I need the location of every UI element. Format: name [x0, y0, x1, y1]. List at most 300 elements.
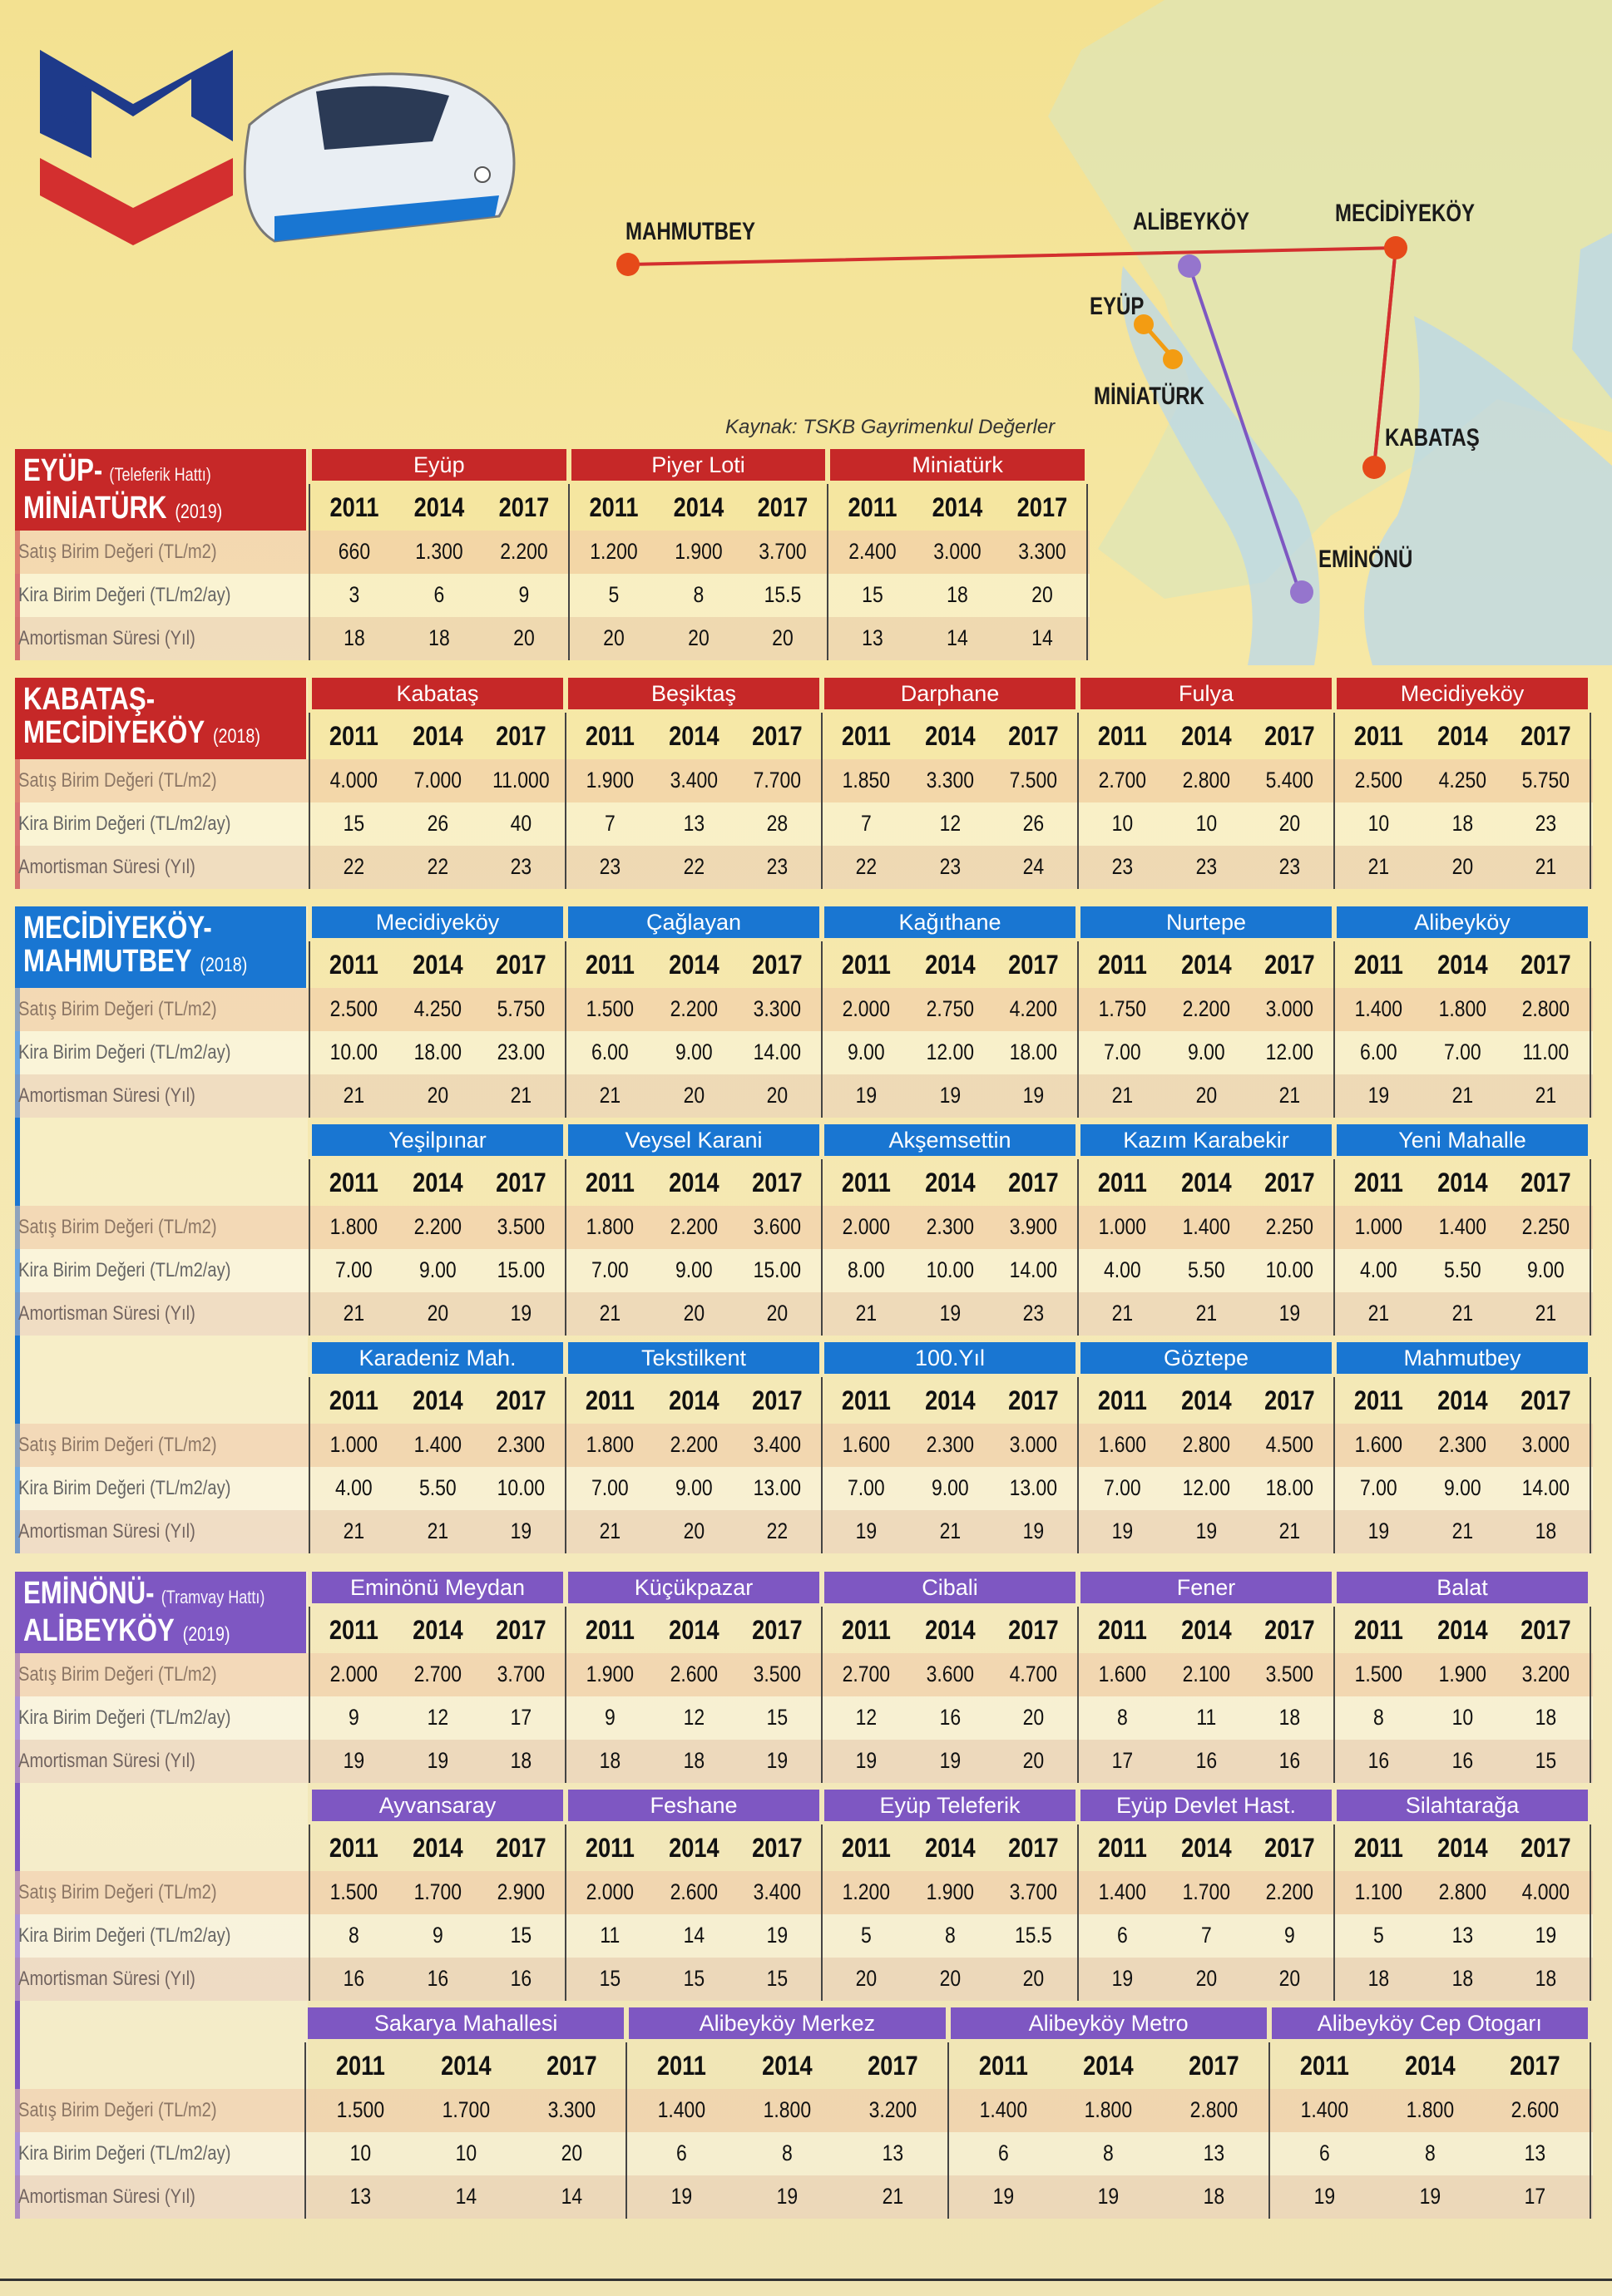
value-cell: 1.900: [926, 1879, 974, 1904]
value-cell: 7.700: [753, 768, 802, 792]
value-row-satis: [824, 1662, 1075, 1687]
value-cell: 12: [855, 1705, 878, 1730]
value-cell: 18: [428, 625, 450, 650]
value-row-amortisman: [824, 1301, 1075, 1326]
value-cell: 3.400: [753, 1879, 802, 1904]
value-cell: 16: [427, 1966, 448, 1991]
section-name-2: MECİDİYEKÖY: [23, 715, 205, 750]
value-cell: 12: [683, 1705, 705, 1730]
block-separator: [309, 713, 310, 889]
row-label-kira: Kira Birim Değeri (TL/m2/ay): [18, 2142, 231, 2165]
district-name: Mecidiyeköy: [1337, 678, 1588, 709]
value-cell: 22: [683, 854, 705, 879]
district-name: Fener: [1080, 1572, 1332, 1603]
year-header: 2017: [546, 2051, 597, 2081]
value-cell: 10: [1195, 811, 1217, 836]
value-cell: 1.800: [763, 2097, 812, 2122]
value-cell: 21: [599, 1301, 621, 1326]
value-cell: 19: [939, 1748, 961, 1773]
block-separator: [309, 1377, 310, 1553]
value-cell: 19: [1111, 1518, 1134, 1543]
value-cell: 21: [343, 1301, 365, 1326]
value-cell: 20: [939, 1966, 961, 1991]
source-note: Kaynak: TSKB Gayrimenkul Değerler: [725, 416, 1056, 438]
value-cell: 15.5: [764, 582, 802, 607]
row-label-amortisman: Amortisman Süresi (Yıl): [18, 1968, 195, 1990]
value-row-kira: [1080, 1257, 1332, 1283]
value-cell: 2.250: [1521, 1214, 1570, 1239]
value-row-kira: [568, 811, 819, 837]
value-cell: 7.500: [1009, 768, 1058, 792]
value-row-amortisman: [824, 1083, 1075, 1108]
value-cell: 21: [1535, 854, 1557, 879]
value-row-amortisman: [312, 1748, 563, 1774]
year-row: [568, 950, 819, 980]
year-header: 2011: [329, 1615, 378, 1645]
value-row-kira: [1272, 2140, 1588, 2166]
year-header: 2017: [1008, 721, 1059, 751]
value-row-amortisman: [1080, 854, 1332, 880]
value-cell: 660: [338, 539, 371, 564]
value-cell: 8: [348, 1923, 359, 1948]
value-cell: 4.00: [1359, 1257, 1397, 1282]
value-row-satis: [1080, 996, 1332, 1022]
value-row-satis: [308, 2097, 624, 2123]
value-cell: 20: [766, 1083, 789, 1108]
section-name-2: MAHMUTBEY: [23, 944, 192, 979]
block-separator: [821, 1824, 823, 2001]
year-header: 2011: [1097, 721, 1147, 751]
section-title-line1: [23, 1576, 265, 1614]
value-cell: 1.000: [1354, 1214, 1403, 1239]
district-block: [1080, 1790, 1332, 2001]
district-name: Mahmutbey: [1337, 1342, 1588, 1374]
value-cell: 11: [600, 1923, 621, 1948]
value-cell: 3.200: [868, 2097, 917, 2122]
value-cell: 15.00: [497, 1257, 546, 1282]
value-cell: 23.00: [497, 1039, 546, 1064]
value-cell: 5.750: [497, 996, 546, 1021]
row-label-amortisman: Amortisman Süresi (Yıl): [18, 2185, 195, 2208]
value-row-satis: [824, 996, 1075, 1022]
value-cell: 6.00: [1359, 1039, 1397, 1064]
value-cell: 1.200: [589, 539, 638, 564]
value-cell: 4.000: [329, 768, 378, 792]
district-name: Yeni Mahalle: [1337, 1124, 1588, 1156]
value-row-amortisman: [568, 1083, 819, 1108]
value-row-satis: [824, 768, 1075, 793]
value-row-kira: [312, 1257, 563, 1283]
value-row-amortisman: [312, 1301, 563, 1326]
year-header: 2017: [867, 2051, 918, 2081]
value-cell: 3.400: [753, 1432, 802, 1457]
value-row-kira: [312, 1039, 563, 1065]
year-header: 2014: [1180, 1168, 1232, 1197]
district-block: [312, 1572, 563, 1783]
year-header: 2014: [668, 721, 719, 751]
row-label-kira: Kira Birim Değeri (TL/m2/ay): [18, 584, 231, 606]
year-header: 2014: [1180, 1833, 1232, 1863]
station-alibeykoy-icon: [1178, 254, 1201, 278]
value-cell: 8: [944, 1923, 956, 1948]
year-header: 2017: [1264, 1615, 1315, 1645]
block-separator: [1077, 941, 1079, 1118]
year-row: [312, 1615, 563, 1646]
value-cell: 22: [343, 854, 365, 879]
value-cell: 16: [1367, 1748, 1390, 1773]
value-cell: 14: [1031, 625, 1053, 650]
district-name: Alibeyköy Cep Otogarı: [1272, 2007, 1588, 2039]
value-row-kira: [568, 1257, 819, 1283]
value-cell: 4.250: [413, 996, 462, 1021]
year-row: [824, 1833, 1075, 1864]
value-row-amortisman: [830, 625, 1085, 651]
row-label-kira: Kira Birim Değeri (TL/m2/ay): [18, 1924, 231, 1947]
value-cell: 3.500: [1265, 1662, 1314, 1686]
year-row: [568, 1833, 819, 1864]
block-separator: [1333, 1159, 1335, 1336]
value-cell: 15: [1535, 1748, 1557, 1773]
district-name: Göztepe: [1080, 1342, 1332, 1374]
block-separator: [1590, 1824, 1591, 2001]
value-cell: 26: [427, 811, 448, 836]
value-cell: 14.00: [1009, 1257, 1058, 1282]
year-header: 2011: [1097, 950, 1147, 980]
value-row-satis: [830, 539, 1085, 565]
value-cell: 7.00: [334, 1257, 373, 1282]
year-header: 2011: [1097, 1833, 1147, 1863]
row-label-amortisman: Amortisman Süresi (Yıl): [18, 1520, 195, 1543]
value-cell: 6: [1116, 1923, 1128, 1948]
value-cell: 8.00: [847, 1257, 885, 1282]
value-cell: 23: [1535, 811, 1557, 836]
value-cell: 20: [1195, 1966, 1217, 1991]
district-block: [1080, 1124, 1332, 1336]
value-cell: 3.000: [1521, 1432, 1570, 1457]
value-cell: 2.000: [329, 1662, 378, 1686]
value-row-amortisman: [312, 854, 563, 880]
value-cell: 10: [1111, 811, 1134, 836]
block-separator: [1333, 1377, 1335, 1553]
value-row-amortisman: [824, 854, 1075, 880]
value-row-satis: [824, 1432, 1075, 1458]
year-header: 2011: [1353, 1385, 1403, 1415]
value-row-amortisman: [312, 1518, 563, 1544]
value-cell: 9: [1284, 1923, 1296, 1948]
year-header: 2014: [924, 1615, 976, 1645]
district-name: Sakarya Mahallesi: [308, 2007, 624, 2039]
value-cell: 2.300: [926, 1432, 974, 1457]
value-row-kira: [312, 811, 563, 837]
value-cell: 1.400: [413, 1432, 462, 1457]
section-title-line2: [23, 491, 249, 529]
section-year: (2019): [175, 501, 223, 523]
block-separator: [565, 1824, 566, 2001]
year-header: 2011: [585, 721, 635, 751]
block-separator: [565, 1607, 566, 1783]
value-cell: 2.750: [926, 996, 974, 1021]
value-cell: 19: [1195, 1518, 1217, 1543]
year-header: 2014: [1436, 1385, 1488, 1415]
district-block: [312, 449, 566, 660]
value-cell: 12.00: [1265, 1039, 1314, 1064]
year-header: 2014: [1436, 1615, 1488, 1645]
value-row-kira: [1080, 811, 1332, 837]
value-cell: 9: [348, 1705, 359, 1730]
section-year: (2018): [200, 954, 248, 976]
value-cell: 2.500: [329, 996, 378, 1021]
block-separator: [309, 1824, 310, 2001]
value-row-kira: [312, 1475, 563, 1501]
district-block: [1337, 1572, 1588, 1783]
value-cell: 21: [1278, 1083, 1301, 1108]
district-block: [1080, 1342, 1332, 1553]
year-header: 2011: [329, 1168, 378, 1197]
value-cell: 1.300: [415, 539, 463, 564]
year-header: 2014: [1404, 2051, 1456, 2081]
year-header: 2011: [335, 2051, 385, 2081]
value-cell: 15: [766, 1966, 789, 1991]
district-block: [1337, 1790, 1588, 2001]
value-cell: 1.900: [674, 539, 723, 564]
block-separator: [1077, 1824, 1079, 2001]
value-row-amortisman: [568, 1518, 819, 1544]
value-row-satis: [1337, 996, 1588, 1022]
year-header: 2014: [1083, 2051, 1134, 2081]
value-cell: 2.700: [1098, 768, 1147, 792]
value-row-amortisman: [568, 1301, 819, 1326]
district-block: [1080, 906, 1332, 1118]
year-header: 2014: [1436, 950, 1488, 980]
value-cell: 17: [510, 1705, 532, 1730]
value-cell: 1.750: [1098, 996, 1147, 1021]
value-cell: 2.600: [670, 1879, 718, 1904]
value-cell: 20: [561, 2140, 582, 2165]
value-row-kira: [1337, 1475, 1588, 1501]
value-row-kira: [312, 1923, 563, 1948]
year-header: 2014: [668, 1833, 719, 1863]
value-cell: 10.00: [1265, 1257, 1314, 1282]
station-mecidiyekoy-icon: [1384, 236, 1407, 259]
value-cell: 2.600: [1511, 2097, 1560, 2122]
section-name-1: EYÜP-: [23, 453, 103, 488]
value-cell: 2.500: [1354, 768, 1403, 792]
district-block: [312, 678, 563, 889]
value-cell: 1.700: [442, 2097, 490, 2122]
section-title: [15, 678, 306, 759]
value-row-kira: [571, 582, 826, 608]
value-cell: 10: [1367, 811, 1390, 836]
year-header: 2011: [1097, 1385, 1147, 1415]
year-header: 2014: [1436, 1833, 1488, 1863]
value-cell: 9.00: [1443, 1475, 1481, 1500]
value-cell: 4.00: [334, 1475, 373, 1500]
year-header: 2011: [329, 1833, 378, 1863]
row-label-amortisman: Amortisman Süresi (Yıl): [18, 856, 195, 878]
district-block: [824, 906, 1075, 1118]
value-row-satis: [312, 1879, 563, 1905]
value-cell: 22: [766, 1518, 789, 1543]
year-row: [568, 721, 819, 752]
district-block: [824, 1790, 1075, 2001]
value-row-satis: [568, 1214, 819, 1240]
value-row-satis: [568, 996, 819, 1022]
section-title-line1: [23, 454, 249, 491]
value-cell: 4.250: [1438, 768, 1486, 792]
value-cell: 15.00: [753, 1257, 802, 1282]
value-cell: 9.00: [418, 1257, 457, 1282]
year-header: 2011: [585, 950, 635, 980]
value-cell: 3.000: [1009, 1432, 1058, 1457]
value-cell: 18: [1535, 1705, 1557, 1730]
value-cell: 14.00: [753, 1039, 802, 1064]
value-cell: 18: [1278, 1705, 1301, 1730]
value-cell: 7: [604, 811, 616, 836]
year-header: 2017: [1521, 1833, 1571, 1863]
block-separator: [821, 1607, 823, 1783]
value-row-amortisman: [824, 1748, 1075, 1774]
block-separator: [565, 1377, 566, 1553]
value-cell: 7.00: [847, 1475, 885, 1500]
value-cell: 4.200: [1009, 996, 1058, 1021]
value-cell: 3.600: [926, 1662, 974, 1686]
year-header: 2017: [496, 1168, 546, 1197]
value-row-amortisman: [312, 1966, 563, 1992]
value-cell: 20: [427, 1301, 448, 1326]
value-cell: 2.200: [670, 996, 718, 1021]
value-cell: 1.500: [329, 1879, 378, 1904]
year-header: 2014: [924, 721, 976, 751]
year-header: 2011: [1097, 1168, 1147, 1197]
value-cell: 13: [1451, 1923, 1473, 1948]
section-subtitle: (Teleferik Hattı): [109, 464, 211, 485]
value-cell: 2.800: [1182, 1432, 1230, 1457]
value-cell: 20: [1278, 811, 1301, 836]
value-cell: 10: [349, 2140, 372, 2165]
value-cell: 19: [939, 1083, 961, 1108]
value-cell: 1.800: [1084, 2097, 1133, 2122]
section-title-line2: [23, 715, 260, 753]
value-cell: 19: [1097, 2184, 1120, 2209]
value-cell: 8: [1424, 2140, 1436, 2165]
year-header: 2014: [668, 1615, 719, 1645]
value-row-satis: [951, 2097, 1267, 2123]
value-cell: 9.00: [675, 1475, 713, 1500]
district-name: Eminönü Meydan: [312, 1572, 563, 1603]
value-cell: 10.00: [329, 1039, 378, 1064]
year-row: [308, 2051, 624, 2081]
value-row-kira: [629, 2140, 945, 2166]
year-header: 2014: [1180, 721, 1232, 751]
value-cell: 3.700: [1009, 1879, 1058, 1904]
district-block: [824, 1572, 1075, 1783]
station-label-eyup: EYÜP: [1090, 293, 1145, 320]
value-cell: 3.000: [933, 539, 982, 564]
value-cell: 3.300: [926, 768, 974, 792]
district-name: Eyüp Devlet Hast.: [1080, 1790, 1332, 1821]
value-cell: 18: [683, 1748, 705, 1773]
year-header: 2011: [1353, 1833, 1403, 1863]
value-cell: 19: [1535, 1923, 1557, 1948]
value-row-amortisman: [312, 1083, 563, 1108]
value-cell: 20: [1022, 1705, 1045, 1730]
value-row-amortisman: [1080, 1966, 1332, 1992]
value-cell: 1.900: [586, 768, 635, 792]
value-cell: 7.00: [1443, 1039, 1481, 1064]
value-cell: 2.200: [500, 539, 548, 564]
value-cell: 21: [1111, 1083, 1134, 1108]
value-cell: 3.700: [759, 539, 808, 564]
district-name: Kağıthane: [824, 906, 1075, 938]
district-block: [568, 1342, 819, 1553]
station-label-miniaturk: MİNİATÜRK: [1094, 383, 1204, 410]
value-cell: 15: [683, 1966, 705, 1991]
value-cell: 18.00: [1265, 1475, 1314, 1500]
value-cell: 16: [1278, 1748, 1301, 1773]
year-row: [568, 1168, 819, 1198]
row-label-amortisman: Amortisman Süresi (Yıl): [18, 627, 195, 649]
year-header: 2017: [1008, 1385, 1059, 1415]
value-cell: 8: [781, 2140, 793, 2165]
district-name: Balat: [1337, 1572, 1588, 1603]
year-row: [568, 1385, 819, 1416]
value-row-kira: [1337, 1923, 1588, 1948]
value-cell: 1.100: [1354, 1879, 1403, 1904]
value-cell: 21: [1367, 854, 1390, 879]
district-name: Kabataş: [312, 678, 563, 709]
section-title: [15, 906, 306, 988]
value-cell: 12.00: [926, 1039, 974, 1064]
block-separator: [821, 713, 823, 889]
value-cell: 6: [1318, 2140, 1330, 2165]
block-separator: [1590, 713, 1591, 889]
value-cell: 3.500: [753, 1662, 802, 1686]
value-cell: 2.900: [497, 1879, 546, 1904]
value-cell: 23: [939, 854, 961, 879]
value-cell: 15: [766, 1705, 789, 1730]
row-label-kira: Kira Birim Değeri (TL/m2/ay): [18, 812, 231, 835]
value-cell: 5.50: [418, 1475, 457, 1500]
value-cell: 3.000: [1265, 996, 1314, 1021]
value-cell: 13: [1203, 2140, 1225, 2165]
section-name-1: EMİNÖNÜ-: [23, 1576, 155, 1611]
value-row-kira: [951, 2140, 1267, 2166]
year-header: 2011: [841, 950, 891, 980]
district-block: [568, 906, 819, 1118]
value-cell: 9: [432, 1923, 443, 1948]
value-cell: 18: [947, 582, 968, 607]
value-cell: 5.50: [1443, 1257, 1481, 1282]
value-cell: 1.800: [1438, 996, 1486, 1021]
year-row: [824, 721, 1075, 752]
block-separator: [1077, 1377, 1079, 1553]
value-row-amortisman: [824, 1518, 1075, 1544]
value-row-amortisman: [1337, 1518, 1588, 1544]
district-block: [629, 2007, 945, 2219]
year-row: [1080, 1385, 1332, 1416]
year-header: 2011: [585, 1385, 635, 1415]
value-cell: 23: [1195, 854, 1217, 879]
district-name: Eyüp Teleferik: [824, 1790, 1075, 1821]
row-label-amortisman: Amortisman Süresi (Yıl): [18, 1302, 195, 1325]
value-cell: 21: [1111, 1301, 1134, 1326]
block-separator: [1590, 1159, 1591, 1336]
value-cell: 19: [855, 1083, 878, 1108]
year-header: 2011: [978, 2051, 1028, 2081]
year-header: 2014: [1436, 1168, 1488, 1197]
year-header: 2011: [329, 721, 378, 751]
year-header: 2011: [841, 1615, 891, 1645]
